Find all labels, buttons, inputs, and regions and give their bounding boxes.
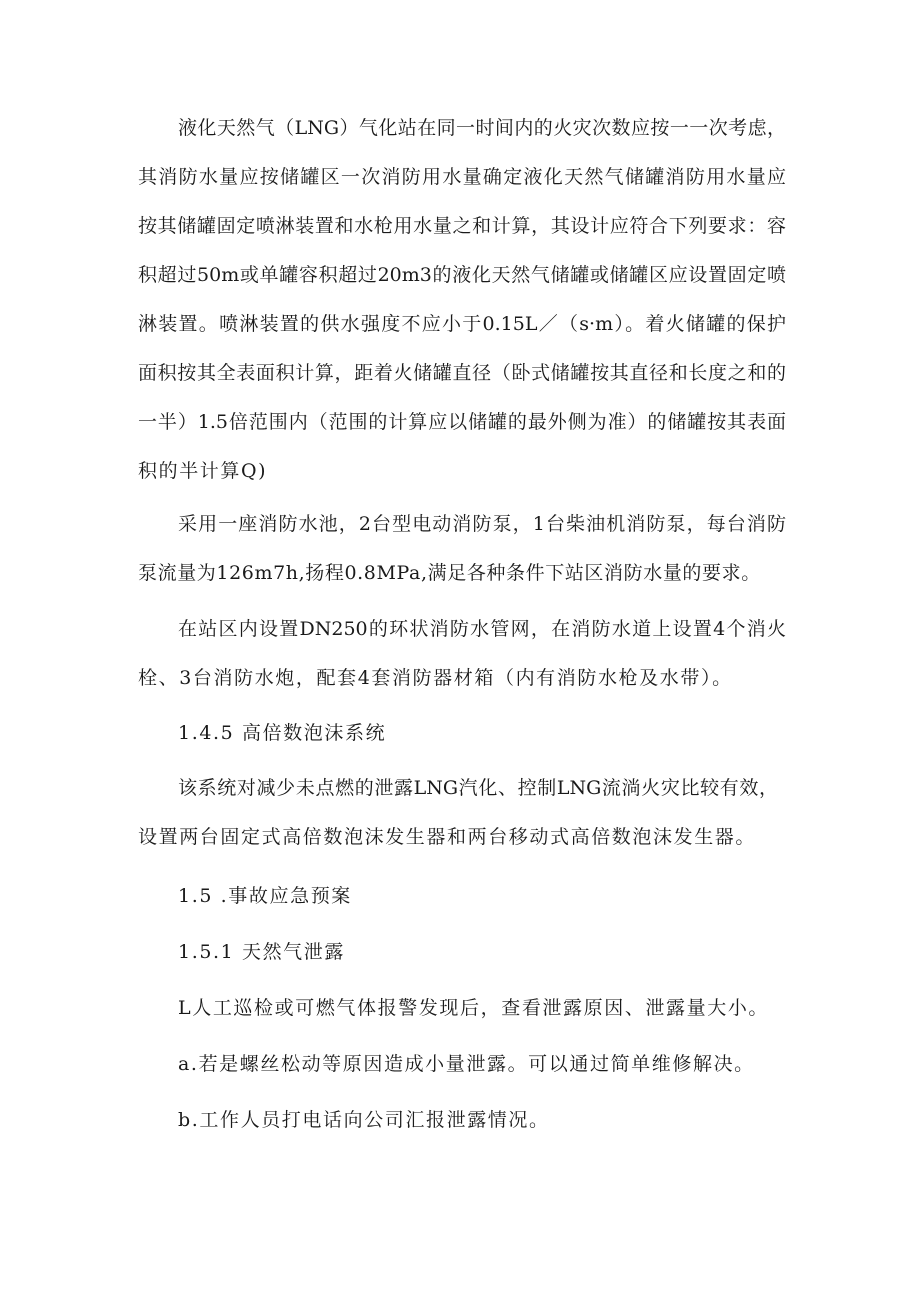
list-item-b: b.工作人员打电话向公司汇报泄露情况。 [178, 1109, 550, 1131]
paragraph-1-line-7: 一半）1.5倍范围内（范围的计算应以储罐的最外侧为准）的储罐按其表面 [138, 411, 786, 433]
paragraph-2-line-1: 采用一座消防水池，2台型电动消防泵，1台柴油机消防泵，每台消防 [178, 513, 786, 535]
paragraph-1-line-6: 面积按其全表面积计算，距着火储罐直径（卧式储罐按其直径和长度之和的 [138, 362, 786, 384]
paragraph-3-line-2: 栓、3台消防水炮，配套4套消防器材箱（内有消防水枪及水带）。 [138, 667, 733, 689]
paragraph-2-line-2: 泵流量为126m7h,扬程0.8MPa,满足各种条件下站区消防水量的要求。 [138, 562, 761, 584]
section-heading-1-4-5: 1.4.5 高倍数泡沫系统 [178, 722, 387, 744]
list-item-a: a.若是螺丝松动等原因造成小量泄露。可以通过简单维修解决。 [178, 1053, 755, 1075]
paragraph-1-line-5: 淋装置。喷淋装置的供水强度不应小于0.15L／（s·m）。着火储罐的保护 [138, 313, 786, 335]
paragraph-1-line-8: 积的半计算Q) [138, 460, 268, 482]
paragraph-3-line-1: 在站区内设置DN250的环状消防水管网，在消防水道上设置4个消火 [178, 618, 786, 640]
section-heading-1-5: 1.5 .事故应急预案 [178, 885, 352, 907]
paragraph-1-line-4: 积超过50m或单罐容积超过20m3的液化天然气储罐或储罐区应设置固定喷 [138, 264, 786, 286]
section-heading-1-5-1: 1.5.1 天然气泄露 [178, 941, 345, 963]
paragraph-1-line-2: 其消防水量应按储罐区一次消防用水量确定液化天然气储罐消防用水量应 [138, 166, 786, 188]
paragraph-4-line-2: 设置两台固定式高倍数泡沫发生器和两台移动式高倍数泡沫发生器。 [138, 826, 757, 848]
list-item-l: L人工巡检或可燃气体报警发现后，查看泄露原因、泄露量大小。 [178, 997, 770, 1019]
paragraph-1-line-3: 按其储罐固定喷淋装置和水枪用水量之和计算，其设计应符合下列要求：容 [138, 215, 786, 237]
paragraph-1-line-1: 液化天然气（LNG）气化站在同一时间内的火灾次数应按一一次考虑， [178, 117, 786, 139]
paragraph-4-line-1: 该系统对减少未点燃的泄露LNG汽化、控制LNG流淌火灾比较有效， [178, 777, 778, 799]
